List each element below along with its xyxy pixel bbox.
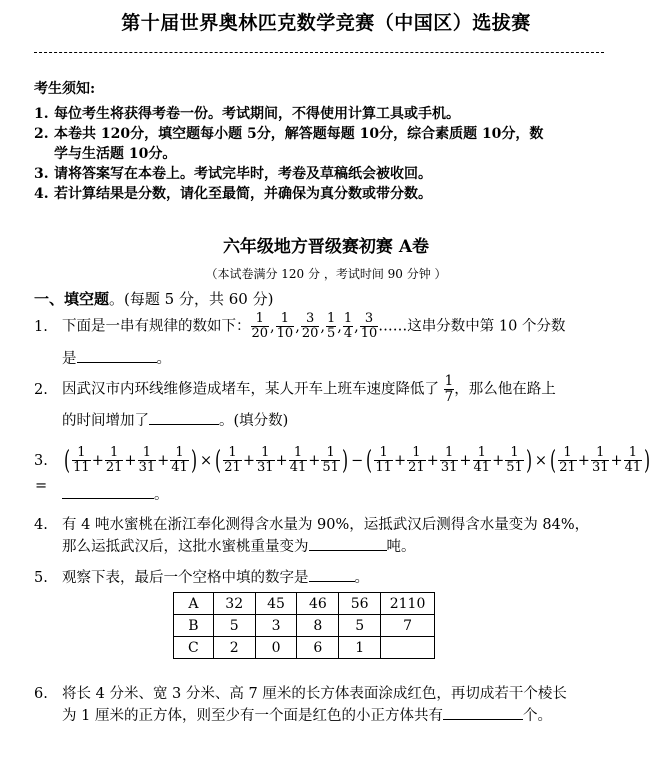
question-1-line2: 是 。	[34, 348, 624, 370]
plus-sign: +	[124, 452, 137, 469]
fraction	[105, 446, 124, 475]
fraction-denominator: 10	[276, 326, 294, 341]
fraction-numerator: 1	[505, 446, 524, 461]
fraction	[591, 446, 610, 475]
fraction-denominator: 21	[105, 460, 123, 475]
question-6: 6. 将长 4 分米、宽 3 分米、高 7 厘米的长方体表面涂成红色，再切成若干个棱长	[34, 686, 567, 702]
fraction-numerator: 1	[138, 446, 157, 461]
notice-item: 3. 请将答案写在本卷上。考试完毕时，考卷及草稿纸会被收回。	[34, 166, 432, 182]
table-cell: B	[174, 615, 214, 637]
answer-blank[interactable]	[62, 484, 154, 499]
table-cell: A	[174, 593, 214, 615]
notice-list	[34, 104, 619, 204]
empty-answer-cell[interactable]	[381, 637, 435, 659]
fraction-numerator: 1	[276, 312, 295, 327]
comma: ,	[320, 318, 325, 335]
question-3: 3. ( $\frac{1}{11}$ + $\frac{1}{21}$ + $\frac{1}{31}$ + $\frac{1}{41}$ ) × ( $\frac{1}{21}$ + $\frac{1}{31}$ + $\frac{1}{41}$ + $\frac{1}{51}$ ) − ( $\frac{1}{11}$ + $\frac{1}{21}$ + $\frac{1}{31}$ + $\frac{1}{41}$ + $\frac{1}{51}$ ) × ( $\frac{1}{21}$ + $\frac{1}{31}$ + $\frac{1}{41}$ )=	[34, 446, 652, 497]
fraction	[360, 312, 379, 341]
times-sign: ×	[199, 452, 213, 469]
question-6-line2: 为 1 厘米的正方体，则至少有一个面是红色的小正方体共有 个。	[34, 705, 624, 727]
table-cell: 7	[381, 615, 435, 637]
fraction-denominator: 41	[473, 460, 491, 475]
table-cell: 2	[213, 637, 255, 659]
comma: ,	[295, 318, 300, 335]
equals-sign: =	[35, 478, 48, 494]
answer-blank[interactable]	[149, 410, 219, 425]
fraction-numerator: 1	[591, 446, 610, 461]
fraction-numerator: 3	[360, 312, 379, 327]
fraction-denominator: 10	[360, 326, 378, 341]
table-cell: 8	[297, 615, 339, 637]
table-cell: 2110	[381, 593, 435, 615]
fraction-denominator: 11	[73, 460, 90, 475]
plus-sign: +	[426, 452, 439, 469]
q2-fraction: $\frac{1}{7}$	[444, 373, 454, 405]
question-2: 2. 因武汉市内环线维修造成堵车，某人开车上班车速度降低了 $\frac{1}{7}$ ，那么他在路上	[34, 373, 556, 405]
table-cell: 6	[297, 637, 339, 659]
q1-fraction-sequence	[251, 311, 379, 341]
plus-sign: +	[275, 452, 288, 469]
page-title: 第十届世界奥林匹克数学竞赛（中国区）选拔赛	[121, 12, 531, 34]
plus-sign: +	[610, 452, 623, 469]
fraction-numerator: 1	[558, 446, 577, 461]
table-cell: 46	[297, 593, 339, 615]
table-cell: 5	[213, 615, 255, 637]
notice-item: 2. 本卷共 120分，填空题每小题 5分，解答题每题 10分，综合素质题 10分，数	[34, 126, 544, 142]
fraction-denominator: 31	[138, 460, 156, 475]
fraction	[138, 446, 157, 475]
fraction-numerator: 1	[407, 446, 426, 461]
plus-sign: +	[577, 452, 590, 469]
left-paren: (	[366, 445, 373, 476]
table-cell: C	[174, 637, 214, 659]
fraction	[256, 446, 275, 475]
fraction-denominator: 41	[289, 460, 307, 475]
plus-sign: +	[459, 452, 472, 469]
fraction-numerator: 1	[289, 446, 308, 461]
fraction-numerator: 3	[301, 312, 320, 327]
fraction-numerator: 1	[374, 446, 393, 461]
plus-sign: +	[157, 452, 170, 469]
fraction-numerator: 1	[170, 446, 189, 461]
fraction-numerator: 1	[256, 446, 275, 461]
notice-heading: 考生须知:	[34, 81, 96, 97]
fraction-denominator: 20	[251, 326, 269, 341]
fraction-denominator: 41	[171, 460, 188, 475]
plus-sign: +	[308, 452, 321, 469]
fraction-denominator: 31	[591, 460, 609, 475]
fraction-numerator: 1	[223, 446, 242, 461]
right-paren: )	[644, 445, 651, 476]
left-paren: (	[64, 445, 71, 476]
table-cell: 0	[255, 637, 297, 659]
fraction-numerator: 1	[343, 311, 353, 326]
table-cell: 3	[255, 615, 297, 637]
fraction	[289, 446, 308, 475]
answer-blank[interactable]	[77, 348, 157, 363]
notice-item-continuation: 学与生活题 10分。	[54, 146, 177, 162]
fraction	[170, 446, 189, 475]
fraction	[251, 312, 270, 341]
table-row	[174, 637, 435, 659]
question-5: 5. 观察下表，最后一个空格中填的数字是 。	[34, 567, 624, 589]
fraction-numerator: 1	[624, 446, 643, 461]
fraction-numerator: 1	[440, 446, 459, 461]
fraction	[223, 446, 242, 475]
left-paren: (	[550, 445, 557, 476]
fraction-denominator: 4	[343, 326, 353, 341]
notice-item: 4. 若计算结果是分数，请化至最简，并确保为真分数或带分数。	[34, 186, 432, 202]
right-paren: )	[190, 445, 197, 476]
section-heading: 一、填空题。(每题 5 分，共 60 分)	[34, 290, 274, 308]
notice-item: 1. 每位考生将获得考卷一份。考试期间，不得使用计算工具或手机。	[34, 106, 460, 122]
plus-sign: +	[393, 452, 407, 469]
fraction-numerator: 1	[326, 311, 336, 326]
fraction	[440, 446, 459, 475]
fraction-numerator: 1	[321, 446, 340, 461]
fraction-numerator: 1	[72, 446, 91, 461]
table-row	[174, 593, 435, 615]
fraction	[558, 446, 577, 475]
plus-sign: +	[91, 452, 104, 469]
fraction-denominator: 51	[506, 460, 523, 475]
minus-sign: −	[351, 452, 364, 469]
fraction-numerator: 1	[251, 312, 270, 327]
answer-blank[interactable]	[309, 567, 355, 582]
table-cell: 5	[339, 615, 381, 637]
fraction	[407, 446, 426, 475]
question-2-line2: 的时间增加了 。(填分数)	[34, 410, 624, 432]
fraction-denominator: 21	[408, 460, 425, 475]
fraction	[505, 446, 524, 475]
left-paren: (	[215, 445, 222, 476]
question-4: 4. 有 4 吨水蜜桃在浙江奉化测得含水量为 90%，运抵武汉后测得含水量变为 84%，	[34, 517, 590, 533]
comma: ,	[337, 318, 342, 335]
answer-blank[interactable]	[309, 536, 387, 551]
answer-blank[interactable]	[443, 705, 523, 720]
plus-sign: +	[242, 452, 255, 469]
right-paren: )	[525, 445, 532, 476]
question-3-line2: 。	[34, 484, 624, 506]
paper-note: （本试卷满分 120 分 ，考试时间 90 分钟 ）	[205, 267, 447, 281]
table-cell: 45	[255, 593, 297, 615]
fraction-denominator: 41	[624, 460, 642, 475]
fraction	[276, 312, 295, 341]
fraction	[72, 446, 91, 475]
fraction-denominator: 5	[326, 326, 336, 341]
times-sign: ×	[534, 452, 548, 469]
question-1: 1. 下面是一串有规律的数如下： $\frac{1}{20}$ , $\frac{1}{10}$ , $\frac{3}{20}$ , $\frac{1}{5}$ , $\frac{1}{4}$ , $\frac{3}{10}$ ……这串分数中第 10 个分数	[34, 311, 566, 341]
fraction-numerator: 1	[473, 446, 492, 461]
fraction-denominator: 11	[375, 460, 392, 475]
question-4-line2: 那么运抵武汉后，这批水蜜桃重量变为 吨。	[34, 536, 624, 558]
fraction-denominator: 21	[224, 460, 241, 475]
table-cell: 1	[339, 637, 381, 659]
table-row	[174, 615, 435, 637]
fraction	[343, 312, 353, 341]
fraction	[301, 312, 320, 341]
plus-sign: +	[492, 452, 505, 469]
table-cell: 56	[339, 593, 381, 615]
q5-table	[173, 592, 435, 659]
right-paren: )	[341, 445, 349, 476]
fraction	[473, 446, 492, 475]
fraction	[321, 446, 340, 475]
fraction	[374, 446, 393, 475]
table-cell: 32	[213, 593, 255, 615]
fraction-denominator: 31	[256, 460, 274, 475]
comma: ,	[270, 318, 275, 335]
fraction	[326, 312, 336, 341]
comma: ,	[354, 318, 359, 335]
paper-subtitle: 六年级地方晋级赛初赛 A卷	[222, 237, 430, 257]
fraction-denominator: 31	[440, 460, 458, 475]
fraction	[624, 446, 643, 475]
fraction-numerator: 1	[105, 446, 124, 461]
dashed-divider	[34, 52, 604, 53]
fraction-denominator: 21	[559, 460, 576, 475]
fraction-denominator: 51	[322, 460, 339, 475]
fraction-denominator: 20	[301, 326, 319, 341]
